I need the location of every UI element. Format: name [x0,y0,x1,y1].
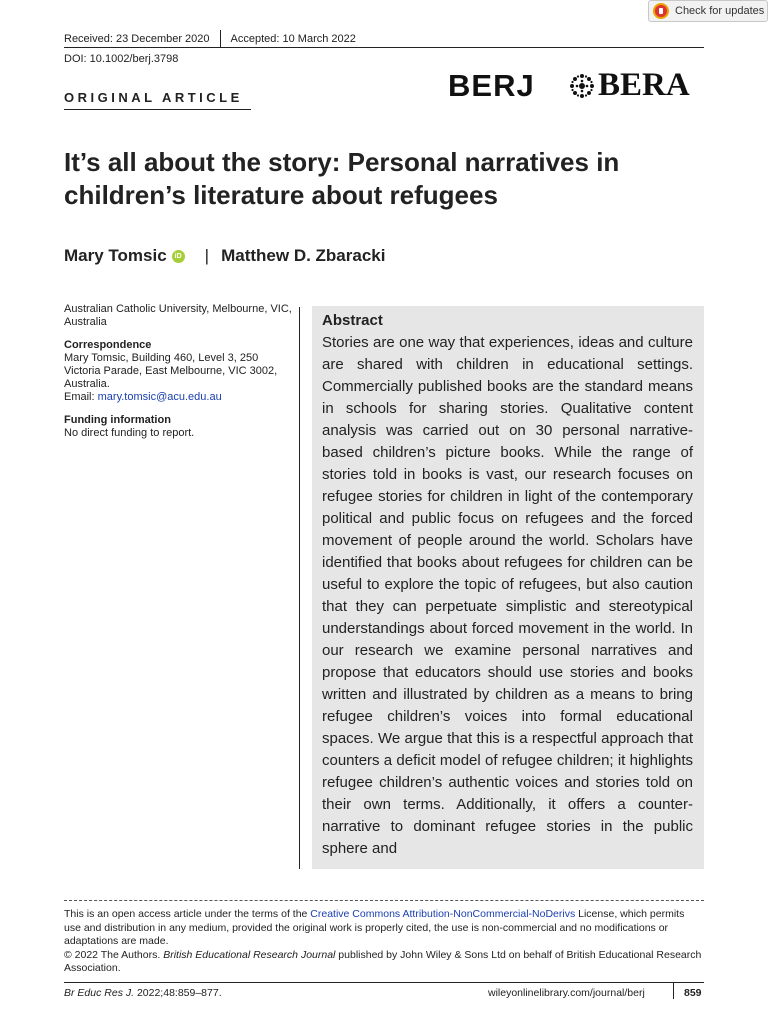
check-updates-label: Check for updates [675,5,765,17]
column-divider [299,307,300,869]
correspondence-block [64,339,292,404]
affiliation: Australian Catholic University, Melbourne, VIC, Australia [64,303,292,328]
abstract-box [312,306,704,869]
doi: DOI: 10.1002/berj.3798 [64,53,179,65]
journal-name: British Educational Research Journal [163,948,336,961]
email-link[interactable]: mary.tomsic@acu.edu.au [97,391,222,403]
journal-abbrev: Br Educ Res J. [64,987,135,999]
abstract-heading: Abstract [322,312,383,329]
article-type: ORIGINAL ARTICLE [64,90,243,105]
citation-details: 2022;48:859–877. [134,987,222,999]
check-for-updates-button[interactable] [648,0,768,22]
page-number-divider [673,983,674,999]
abstract-text: Stories are one way that experiences, ideas and culture are shared with children in educational settings. Commercially published books are the standard means in schools for sharing stories. Qualitative content analysis was carried out on 30 personal narrative-based children’s picture books. While the range of stories told in books is vast, our research focuses on refugee stories for children in light of the contemporary political and public focus on refugees and the forced movement of people around the world. Scholars have identified that books about refugees for children can be useful to explore the topic of refugees, but also caution that they can perpetuate simplistic and stereotypical understandings about forced movement in the world. In our research we examine personal narratives and propose that educators should use stories and books written and illustrated by children as a means to bring refugee children’s voices into formal educational spaces. We argue that this is a respectful approach that counters a deficit model of refugee children; it highlights refugee children’s authentic voices and stories told on their own terms. Additionally, it offers a counter-narrative to dominant refugee stories in the public sphere and [322,334,693,857]
journal-url-link[interactable]: wileyonlinelibrary.com/journal/berj [488,987,645,999]
header-rule [64,47,704,48]
berj-logo: BERJ [448,68,535,103]
bera-emblem-icon [569,73,595,99]
correspondence-address: Mary Tomsic, Building 460, Level 3, 250 Victoria Parade, East Melbourne, VIC 3002, Australia. [64,352,278,390]
author-list [64,246,385,266]
author-info-column [64,303,292,450]
publication-dates [64,30,704,48]
copyright-notice [64,949,704,976]
open-access-notice [64,908,704,949]
page-number: 859 [684,987,702,999]
footnotes [64,908,704,976]
copyright-text-end: published by John Wiley & Sons Ltd on behalf of British Educational Research Association. [64,948,702,974]
correspondence-heading: Correspondence [64,339,152,351]
check-updates-icon [653,3,669,19]
footer-rule [64,982,704,983]
email-label: Email: [64,391,95,403]
copyright-text: © 2022 The Authors. [64,948,164,961]
article-title: It’s all about the story: Personal narratives in children’s literature about refugees [64,147,620,210]
funding-block [64,414,292,440]
license-link[interactable]: Creative Commons Attribution-NonCommercial-NoDerivs [310,908,576,920]
received-date: Received: 23 December 2020 [64,33,210,45]
accepted-date: Accepted: 10 March 2022 [230,33,356,45]
author-separator: | [204,246,210,265]
date-divider [220,30,221,48]
open-access-text-end: License, which permits use and distribution in any medium, provided the original work is properly cited, the use is non-commercial and no modifications or adaptations are made. [64,908,685,947]
author-name[interactable]: Matthew D. Zbaracki [221,246,386,265]
journal-citation [64,987,222,999]
bera-logo: BERA [598,67,690,103]
funding-text: No direct funding to report. [64,427,195,439]
orcid-icon[interactable]: iD [172,250,185,263]
author-name[interactable]: Mary Tomsic [64,246,167,265]
article-type-underline [64,109,251,110]
email-line [64,391,292,404]
footnote-divider [64,900,704,901]
open-access-text: This is an open access article under the terms of the [64,908,311,920]
funding-heading: Funding information [64,414,171,426]
